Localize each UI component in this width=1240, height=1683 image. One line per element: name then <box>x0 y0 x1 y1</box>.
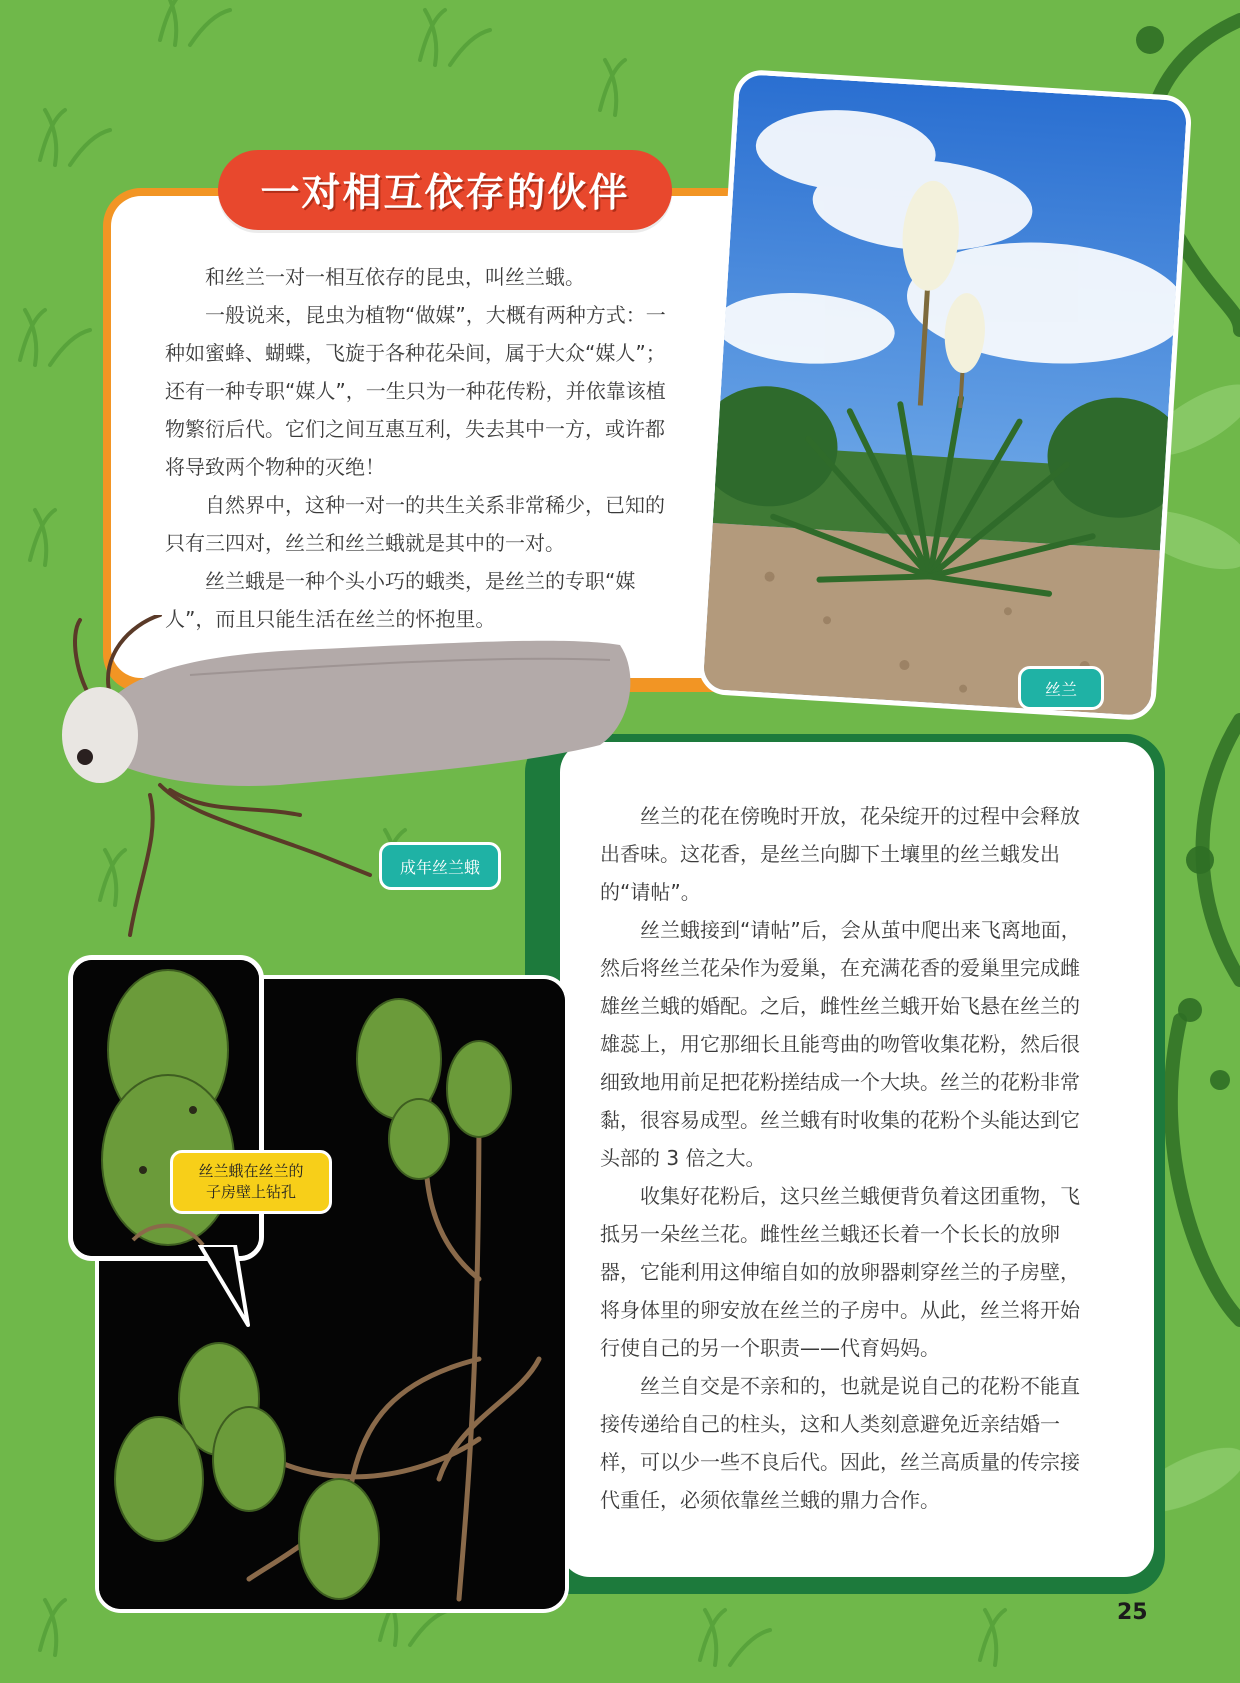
intro-paragraph-2: 一般说来，昆虫为植物“做媒”，大概有两种方式：一种如蜜蜂、蝴蝶，飞旋于各种花朵间，属于大众“媒人”；还有一种专职“媒人”，一生只为一种花传粉，并依靠该植物繁衍后代。它们之间互惠互利，失去其中一方，或许都将导致两个物种的灭绝！ <box>165 303 666 479</box>
drill-caption-line-2: 子房壁上钻孔 <box>205 1183 296 1201</box>
yucca-caption: 丝兰 <box>1018 666 1104 710</box>
seed-pod-inset-photo <box>68 955 264 1261</box>
title-banner <box>218 150 672 230</box>
body-paragraph-4: 丝兰自交是不亲和的，也就是说自己的花粉不能直接传递给自己的柱头，这和人类刻意避免近亲结婚一样，可以少一些不良后代。因此，丝兰高质量的传宗接代重任，必须依靠丝兰蛾的鼎力合作。 <box>600 1374 1080 1512</box>
yucca-photo <box>697 69 1192 722</box>
intro-paragraph-3: 自然界中，这种一对一的共生关系非常稀少，已知的只有三四对，丝兰和丝兰蛾就是其中的一对。 <box>165 493 665 555</box>
moth-illustration <box>40 615 640 945</box>
page-number: 25 <box>1117 1600 1148 1625</box>
yucca-illustration <box>703 74 1188 716</box>
intro-paragraph-1: 和丝兰一对一相互依存的昆虫，叫丝兰蛾。 <box>205 265 585 289</box>
intro-paragraph-4: 丝兰蛾是一种个头小巧的蛾类，是丝兰的专职“媒人”，而且只能生活在丝兰的怀抱里。 <box>165 569 636 631</box>
body-paragraph-3: 收集好花粉后，这只丝兰蛾便背负着这团重物，飞抵另一朵丝兰花。雌性丝兰蛾还长着一个长长的放卵器，它能利用这伸缩自如的放卵器刺穿丝兰的子房壁，将身体里的卵安放在丝兰的子房中。从此，丝兰将开始行使自己的另一个职责——代育妈妈。 <box>600 1184 1080 1360</box>
moth-caption: 成年丝兰蛾 <box>379 842 501 890</box>
drill-caption <box>170 1150 332 1214</box>
drill-caption-line-1: 丝兰蛾在丝兰的 <box>198 1162 304 1180</box>
body-paragraph-1: 丝兰的花在傍晚时开放，花朵绽开的过程中会释放出香味。这花香，是丝兰向脚下土壤里的丝兰蛾发出的“请帖”。 <box>600 804 1080 904</box>
page-title: 一对相互依存的伙伴 <box>260 171 630 216</box>
speech-bubble-tail <box>190 1245 260 1335</box>
body-paragraph-2: 丝兰蛾接到“请帖”后，会从茧中爬出来飞离地面，然后将丝兰花朵作为爱巢，在充满花香的爱巢里完成雌雄丝兰蛾的婚配。之后，雌性丝兰蛾开始飞悬在丝兰的雄蕊上，用它那细长且能弯曲的吻管收集花粉，然后很细致地用前足把花粉搓结成一个大块。丝兰的花粉非常黏，很容易成型。丝兰蛾有时收集的花粉个头能达到它头部的 3 倍之大。 <box>600 918 1081 1170</box>
